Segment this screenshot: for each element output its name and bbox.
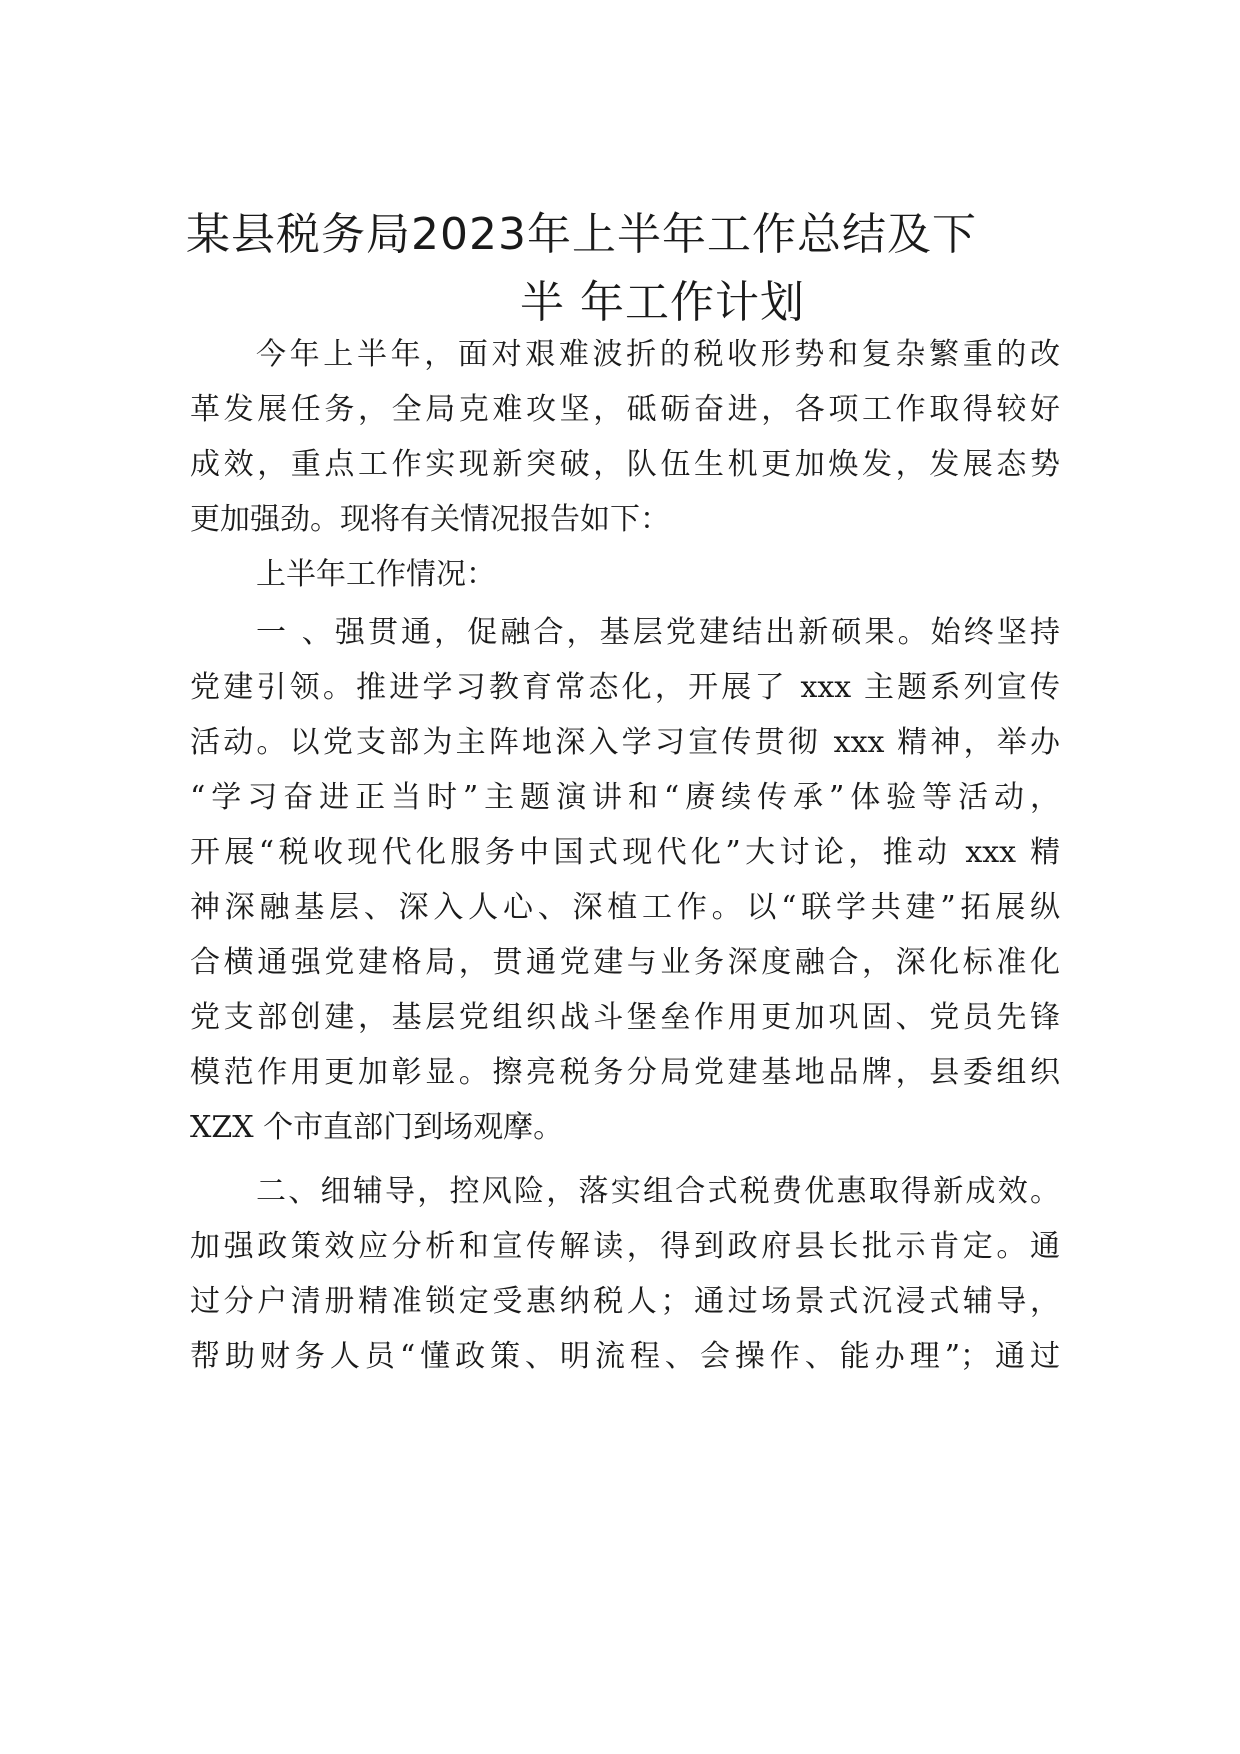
paragraph-line: 一 、强贯通，促融合，基层党建结出新硕果。始终坚持 xyxy=(256,615,1060,650)
paragraph-line: 党支部创建，基层党组织战斗堡垒作用更加巩固、党员先锋 xyxy=(190,1000,1060,1035)
paragraph-line: 党建引领。推进学习教育常态化，开展了 xxx 主题系列宣传 xyxy=(190,670,1060,705)
paragraph-line: 过分户清册精准锁定受惠纳税人；通过场景式沉浸式辅导， xyxy=(190,1284,1060,1319)
document-title-line-1: 某县税务局2023年上半年工作总结及下 xyxy=(186,209,977,260)
paragraph-line: 活动。以党支部为主阵地深入学习宣传贯彻 xxx 精神，举办 xyxy=(190,725,1060,760)
paragraph-line: 更加强劲。现将有关情况报告如下： xyxy=(190,502,670,537)
paragraph-line: 开展“税收现代化服务中国式现代化”大讨论，推动 xxx 精 xyxy=(190,835,1060,870)
paragraph-line: 革发展任务，全局克难攻坚，砥砺奋进，各项工作取得较好 xyxy=(190,392,1060,427)
paragraph-line: 模范作用更加彰显。擦亮税务分局党建基地品牌，县委组织 xyxy=(190,1055,1060,1090)
document-title-line-2: 半 年工作计划 xyxy=(520,277,805,328)
paragraph-line: 成效，重点工作实现新突破，队伍生机更加焕发，发展态势 xyxy=(190,447,1060,482)
section-heading: 上半年工作情况： xyxy=(256,557,496,592)
paragraph-line: 加强政策效应分析和宣传解读，得到政府县长批示肯定。通 xyxy=(190,1229,1060,1264)
paragraph-line: 二、细辅导，控风险，落实组合式税费优惠取得新成效。 xyxy=(256,1174,1060,1209)
paragraph-line: 神深融基层、深入人心、深植工作。以“联学共建”拓展纵 xyxy=(190,890,1060,925)
paragraph-line: “学习奋进正当时”主题演讲和“赓续传承”体验等活动， xyxy=(190,780,1060,815)
paragraph-line: 帮助财务人员“懂政策、明流程、会操作、能办理”；通过 xyxy=(190,1339,1060,1374)
paragraph-line: 合横通强党建格局，贯通党建与业务深度融合，深化标准化 xyxy=(190,945,1060,980)
paragraph-line: 今年上半年，面对艰难波折的税收形势和复杂繁重的改 xyxy=(256,337,1060,372)
paragraph-line: XZX 个市直部门到场观摩。 xyxy=(190,1110,564,1145)
